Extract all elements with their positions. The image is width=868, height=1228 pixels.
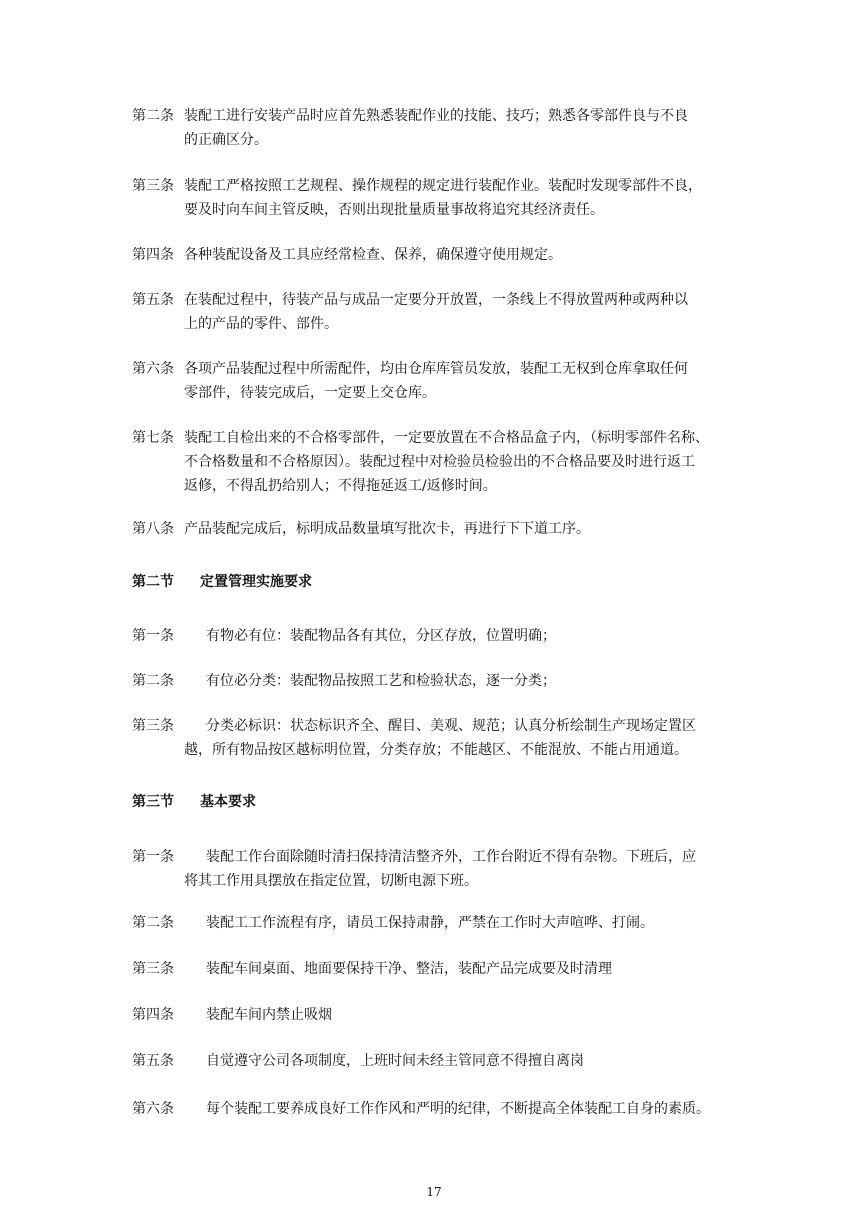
- article-text: 各项产品装配过程中所需配件，均由仓库库管员发放，装配工无权到仓库拿取任何: [184, 361, 688, 377]
- article-label: 第五条: [132, 292, 174, 308]
- article-label: 第二条: [132, 108, 174, 124]
- section-heading: [132, 570, 312, 594]
- article-text: 装配车间桌面、地面要保持干净、整洁，装配产品完成要及时清理: [206, 961, 612, 977]
- page-number: 17: [426, 1185, 442, 1199]
- article-label: 第二条: [132, 915, 174, 931]
- article-label: 第五条: [132, 1053, 174, 1069]
- article-label: 第六条: [132, 1101, 174, 1117]
- article-text: 在装配过程中，待装产品与成品一定要分开放置，一条线上不得放置两种或两种以: [184, 292, 688, 308]
- article-text: 每个装配工要养成良好工作作风和严明的纪律，不断提高全体装配工自身的素质。: [206, 1101, 710, 1117]
- article-label: 第二条: [132, 673, 174, 689]
- article-text: 装配工工作流程有序，请员工保持肃静，严禁在工作时大声喧哗、打闹。: [206, 915, 654, 931]
- article-text: 装配工严格按照工艺规程、操作规程的规定进行装配作业。装配时发现零部件不良，: [184, 178, 702, 194]
- article-label: 第三条: [132, 178, 174, 194]
- section-title: 定置管理实施要求: [200, 574, 312, 590]
- section-heading: [132, 790, 256, 814]
- article-text: 装配工进行安装产品时应首先熟悉装配作业的技能、技巧；熟悉各零部件良与不良: [184, 108, 688, 124]
- article-label: 第七条: [132, 430, 174, 446]
- article-text: 有物必有位：装配物品各有其位，分区存放，位置明确；: [206, 628, 556, 644]
- article-text: 上的产品的零件、部件。: [184, 316, 338, 332]
- article-label: 第四条: [132, 1007, 174, 1023]
- article-label: 第三条: [132, 961, 174, 977]
- article-text: 装配工作台面除随时清扫保持清洁整齐外，工作台附近不得有杂物。下班后，应: [206, 849, 696, 865]
- article-label: 第四条: [132, 247, 174, 263]
- article-text: 零部件，待装完成后，一定要上交仓库。: [184, 385, 436, 401]
- article-text: 自觉遵守公司各项制度，上班时间未经主管同意不得擅自离岗: [206, 1053, 584, 1069]
- article-label: 第八条: [132, 521, 174, 537]
- article-label: 第一条: [132, 628, 174, 644]
- article-text: 装配工自检出来的不合格零部件，一定要放置在不合格品盒子内，（标明零部件名称、: [184, 430, 709, 446]
- article-label: 第一条: [132, 849, 174, 865]
- article-text: 要及时向车间主管反映，否则出现批量质量事故将追究其经济责任。: [184, 202, 604, 218]
- article-text: 有位必分类：装配物品按照工艺和检验状态，逐一分类；: [206, 673, 556, 689]
- article-text: 装配车间内禁止吸烟: [206, 1007, 332, 1023]
- section-title: 基本要求: [200, 794, 256, 810]
- article-text: 产品装配完成后，标明成品数量填写批次卡，再进行下下道工序。: [184, 521, 590, 537]
- article-text: 的正确区分。: [184, 132, 268, 148]
- section-number: 第二节: [132, 574, 174, 590]
- article-text: 返修，不得乱扔给别人；不得拖延返工/返修时间。: [184, 478, 497, 494]
- article-continuation: 将其工作用具摆放在指定位置，切断电源下班。: [184, 873, 478, 889]
- article-text: 不合格数量和不合格原因）。装配过程中对检验员检验出的不合格品要及时进行返工: [184, 454, 695, 470]
- section-number: 第三节: [132, 794, 174, 810]
- article-label: 第六条: [132, 361, 174, 377]
- article-label: 第三条: [132, 718, 174, 734]
- article-text: 分类必标识：状态标识齐全、醒目、美观、规范；认真分析绘制生产现场定置区: [206, 718, 696, 734]
- article-continuation: 越，所有物品按区越标明位置，分类存放；不能越区、不能混放、不能占用通道。: [184, 742, 688, 758]
- article-text: 各种装配设备及工具应经常检查、保养，确保遵守使用规定。: [184, 247, 562, 263]
